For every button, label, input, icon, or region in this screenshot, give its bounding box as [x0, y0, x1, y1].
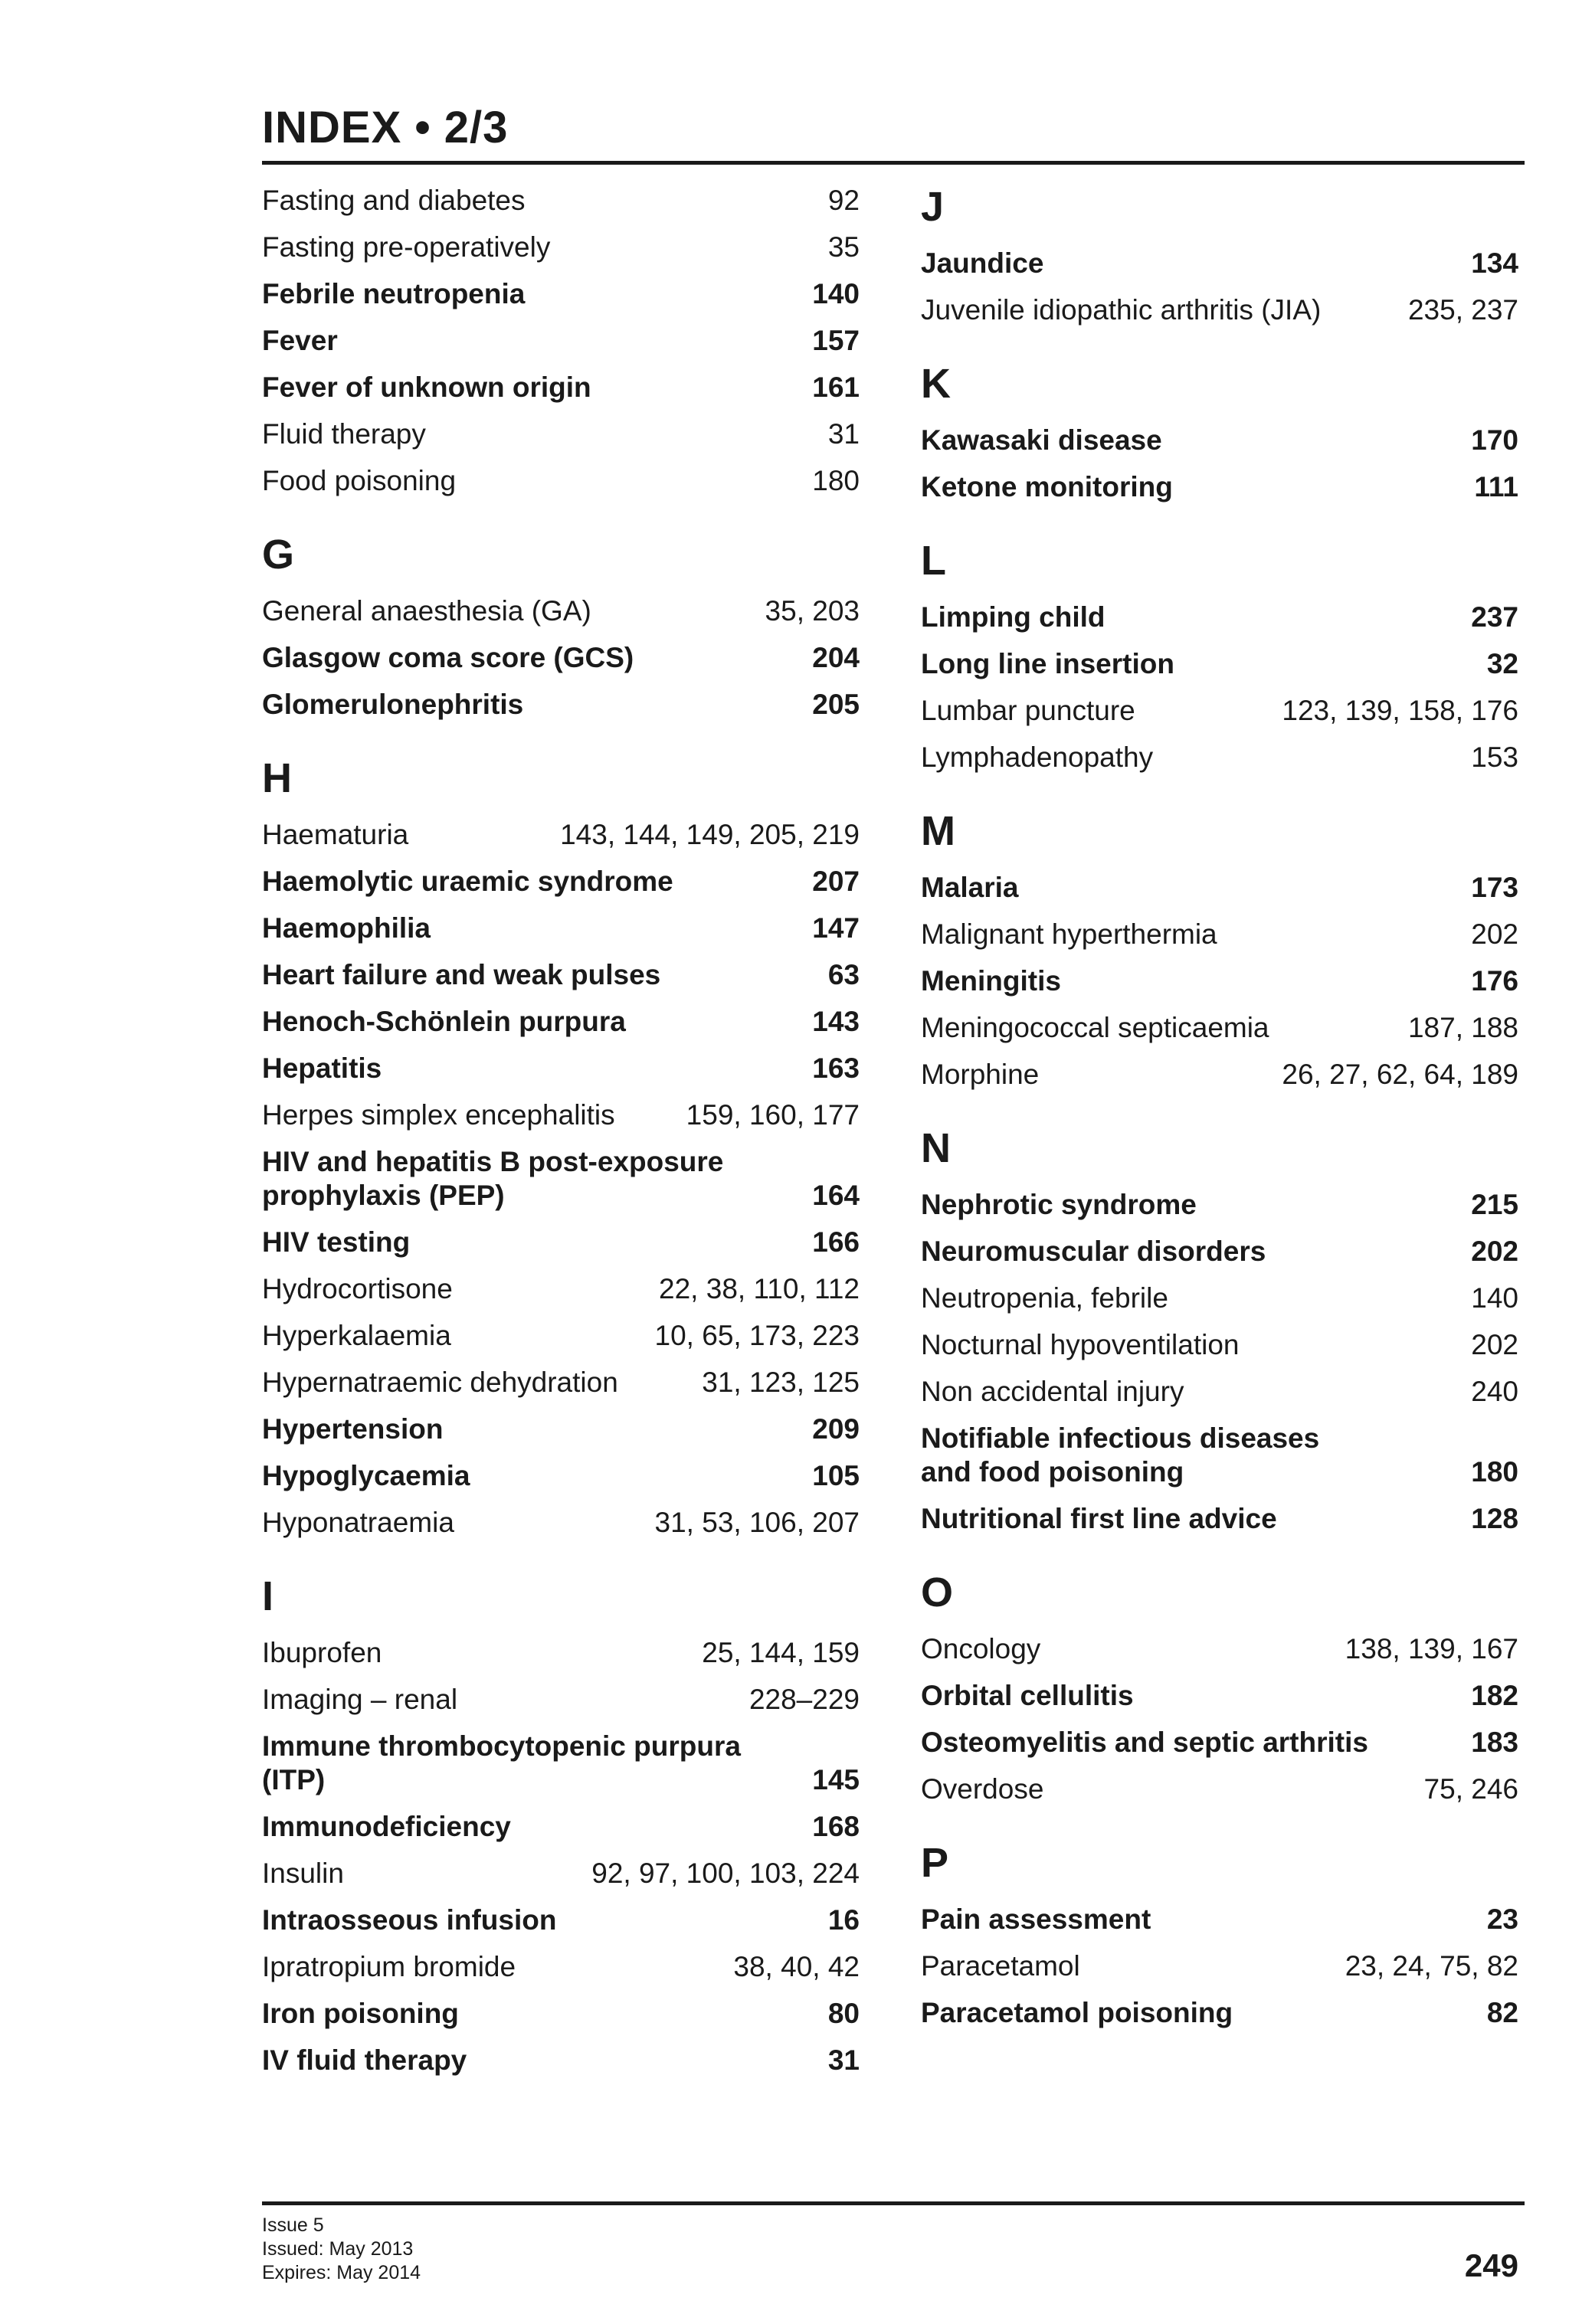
entry-pages: 215 [1471, 1189, 1518, 1220]
entry-pages: 143 [812, 1006, 860, 1037]
entry-pages: 147 [812, 912, 860, 944]
section-letter: L [921, 538, 946, 584]
index-entry [921, 871, 1518, 905]
entry-pages: 204 [812, 642, 860, 673]
entry-term: Ibuprofen [262, 1637, 382, 1668]
entry-term: Hyponatraemia [262, 1507, 454, 1538]
entry-pages: 63 [827, 959, 860, 990]
entry-term: HIV testing [262, 1226, 411, 1258]
index-column-right [921, 184, 1518, 2043]
entry-pages: 168 [812, 1811, 860, 1842]
entry-term: Imaging – renal [262, 1684, 458, 1715]
entry-term: Fasting and diabetes [262, 185, 526, 216]
entry-term: Morphine [921, 1059, 1040, 1090]
entry-pages: 138, 139, 167 [1345, 1633, 1518, 1664]
index-entry [262, 1226, 860, 1259]
index-entry [262, 371, 860, 404]
section-letter: N [921, 1125, 951, 1171]
entry-term: Iron poisoning [262, 1998, 459, 2029]
entry-pages: 31, 123, 125 [702, 1367, 860, 1398]
index-entry [262, 958, 860, 992]
entry-term: Hepatitis [262, 1052, 382, 1084]
entry-pages: 23 [1486, 1903, 1518, 1935]
entry-term: Pain assessment [921, 1903, 1151, 1935]
index-entry [921, 293, 1518, 327]
entry-term: Meningococcal septicaemia [921, 1012, 1269, 1043]
entry-term: Glomerulonephritis [262, 689, 524, 720]
index-entry [262, 1950, 860, 1984]
entry-pages: 140 [812, 278, 860, 309]
entry-term: Heart failure and weak pulses [262, 959, 661, 990]
entry-term: Hypertension [262, 1413, 444, 1445]
index-entry [262, 1052, 860, 1085]
entry-pages: 173 [1471, 872, 1518, 903]
index-entry [921, 1281, 1518, 1315]
entry-pages: 38, 40, 42 [733, 1951, 860, 1982]
index-entry [262, 277, 860, 311]
index-entry [921, 647, 1518, 681]
entry-pages: 176 [1471, 965, 1518, 997]
entry-term: Jaundice [921, 247, 1044, 279]
issued-date: Issued: May 2013 [262, 2238, 414, 2260]
entry-pages: 240 [1471, 1376, 1518, 1407]
index-entry [921, 424, 1518, 457]
entry-pages: 163 [812, 1052, 860, 1084]
entry-pages: 140 [1471, 1282, 1518, 1314]
entry-pages: 10, 65, 173, 223 [654, 1320, 860, 1351]
entry-pages: 31, 53, 106, 207 [654, 1507, 860, 1538]
entry-pages: 111 [1474, 471, 1518, 502]
entry-pages: 25, 144, 159 [702, 1637, 860, 1668]
entry-pages: 22, 38, 110, 112 [659, 1273, 860, 1304]
index-entry [921, 1949, 1518, 1983]
index-entry [262, 1636, 860, 1670]
index-entry [262, 1506, 860, 1540]
entry-pages: 209 [812, 1413, 860, 1445]
entry-pages: 202 [1471, 1236, 1518, 1267]
entry-pages: 157 [812, 325, 860, 356]
entry-term: Paracetamol [921, 1950, 1080, 1982]
entry-pages: 180 [1471, 1456, 1518, 1488]
entry-pages: 105 [812, 1460, 860, 1491]
entry-pages: 182 [1471, 1680, 1518, 1711]
section-letter: M [921, 808, 955, 854]
entry-term: Hyperkalaemia [262, 1320, 451, 1351]
entry-term: Hypoglycaemia [262, 1460, 470, 1491]
entry-term: Osteomyelitis and septic arthritis [921, 1727, 1368, 1758]
index-entry [921, 1058, 1518, 1092]
section-letter: G [262, 532, 295, 578]
entry-pages: 123, 139, 158, 176 [1282, 695, 1518, 726]
entry-term: Hypernatraemic dehydration [262, 1367, 618, 1398]
index-entry [921, 1235, 1518, 1268]
index-entry [921, 1772, 1518, 1806]
entry-pages: 35, 203 [765, 595, 860, 627]
index-entry [262, 417, 860, 451]
index-entry [262, 1005, 860, 1039]
entry-pages: 228–229 [748, 1684, 860, 1715]
index-entry [921, 964, 1518, 998]
index-entry [262, 1810, 860, 1844]
entry-term: Lumbar puncture [921, 695, 1135, 726]
index-entry [262, 1272, 860, 1306]
entry-pages: 166 [812, 1226, 860, 1258]
index-entry [262, 1366, 860, 1399]
index-entry [921, 1422, 1518, 1489]
entry-term: Haematuria [262, 819, 409, 850]
index-entry [262, 1730, 860, 1797]
index-entry [921, 1726, 1518, 1759]
index-entry [262, 2044, 860, 2077]
index-entry [262, 1857, 860, 1890]
page-number: 249 [1464, 2247, 1518, 2283]
entry-pages: 26, 27, 62, 64, 189 [1282, 1059, 1518, 1090]
entry-term: HIV and hepatitis B post-exposure prophylaxis (PEP) [262, 1146, 724, 1211]
entry-pages: 207 [812, 866, 860, 897]
entry-term: Notifiable infectious diseases and food poisoning [921, 1422, 1320, 1488]
entry-term: Non accidental injury [921, 1376, 1184, 1407]
entry-pages: 170 [1471, 424, 1518, 456]
entry-term: Glasgow coma score (GCS) [262, 642, 634, 673]
entry-term: Overdose [921, 1773, 1044, 1805]
entry-term: Fluid therapy [262, 418, 426, 450]
entry-term: Intraosseous infusion [262, 1904, 557, 1936]
entry-term: Immune thrombocytopenic purpura (ITP) [262, 1730, 741, 1795]
index-entry [262, 818, 860, 852]
entry-term: Nutritional first line advice [921, 1503, 1277, 1534]
entry-pages: 159, 160, 177 [686, 1099, 860, 1131]
section-letter: I [262, 1573, 274, 1619]
section-letter: K [921, 361, 951, 407]
index-entry [262, 688, 860, 722]
entry-term: Fever [262, 325, 338, 356]
entry-term: Lymphadenopathy [921, 741, 1154, 773]
index-entry [262, 865, 860, 899]
entry-pages: 205 [812, 689, 860, 720]
page-title: INDEX • 2/3 [262, 103, 509, 152]
entry-pages: 202 [1471, 918, 1518, 950]
entry-pages: 82 [1486, 1997, 1518, 2028]
index-entry [262, 324, 860, 358]
entry-term: Fasting pre-operatively [262, 231, 551, 263]
section-letter: O [921, 1570, 954, 1615]
entry-term: Henoch-Schönlein purpura [262, 1006, 626, 1037]
entry-term: Long line insertion [921, 648, 1174, 679]
entry-pages: 237 [1471, 601, 1518, 633]
index-column-left [262, 184, 860, 2090]
issue-label: Issue 5 [262, 2214, 324, 2236]
entry-term: Oncology [921, 1633, 1041, 1664]
index-entry [262, 1145, 860, 1213]
entry-pages: 16 [827, 1904, 860, 1936]
header-rule [262, 161, 1525, 165]
index-entry [262, 594, 860, 628]
index-entry [921, 1502, 1518, 1536]
index-entry [262, 1459, 860, 1493]
index-entry [262, 1319, 860, 1353]
footer-rule [262, 2201, 1525, 2205]
entry-term: Haemolytic uraemic syndrome [262, 866, 673, 897]
index-entry [262, 912, 860, 945]
entry-pages: 31 [827, 2044, 860, 2076]
index-entry [262, 1683, 860, 1717]
index-entry [921, 1328, 1518, 1362]
index-entry [921, 1375, 1518, 1409]
index-entry [921, 1679, 1518, 1713]
index-entry [921, 1188, 1518, 1222]
index-entry [921, 918, 1518, 951]
entry-pages: 143, 144, 149, 205, 219 [560, 819, 860, 850]
entry-term: Ipratropium bromide [262, 1951, 516, 1982]
entry-term: Paracetamol poisoning [921, 1997, 1233, 2028]
entry-pages: 180 [812, 465, 860, 496]
entry-term: Immunodeficiency [262, 1811, 511, 1842]
entry-term: Febrile neutropenia [262, 278, 526, 309]
index-entry [262, 1997, 860, 2031]
entry-term: Food poisoning [262, 465, 457, 496]
index-entry [262, 1098, 860, 1132]
index-entry [262, 184, 860, 218]
entry-pages: 202 [1471, 1329, 1518, 1360]
entry-pages: 32 [1486, 648, 1518, 679]
index-entry [262, 641, 860, 675]
entry-pages: 187, 188 [1407, 1012, 1518, 1043]
entry-term: Nocturnal hypoventilation [921, 1329, 1240, 1360]
index-entry [921, 601, 1518, 634]
entry-pages: 31 [827, 418, 860, 450]
section-letter: H [262, 755, 292, 801]
section-letter: J [921, 184, 945, 230]
index-entry [921, 1903, 1518, 1936]
entry-term: Orbital cellulitis [921, 1680, 1134, 1711]
entry-term: Meningitis [921, 965, 1061, 997]
index-entry [262, 231, 860, 264]
entry-term: Malignant hyperthermia [921, 918, 1217, 950]
entry-term: Insulin [262, 1858, 344, 1889]
entry-term: IV fluid therapy [262, 2044, 467, 2076]
entry-pages: 23, 24, 75, 82 [1345, 1950, 1518, 1982]
entry-pages: 35 [827, 231, 860, 263]
entry-pages: 134 [1471, 247, 1518, 279]
entry-pages: 164 [812, 1180, 860, 1211]
entry-term: Neuromuscular disorders [921, 1236, 1266, 1267]
entry-term: General anaesthesia (GA) [262, 595, 591, 627]
index-entry [921, 1996, 1518, 2030]
entry-term: Malaria [921, 872, 1019, 903]
index-entry [921, 247, 1518, 280]
index-entry [921, 1632, 1518, 1666]
entry-pages: 75, 246 [1423, 1773, 1518, 1805]
section-letter: P [921, 1840, 949, 1886]
index-entry [262, 1412, 860, 1446]
entry-pages: 183 [1471, 1727, 1518, 1758]
entry-pages: 92 [827, 185, 860, 216]
entry-pages: 80 [827, 1998, 860, 2029]
entry-term: Limping child [921, 601, 1106, 633]
index-entry [921, 741, 1518, 774]
entry-term: Haemophilia [262, 912, 431, 944]
entry-term: Fever of unknown origin [262, 372, 591, 403]
index-entry [921, 694, 1518, 728]
entry-pages: 161 [812, 372, 860, 403]
expires-date: Expires: May 2014 [262, 2262, 421, 2283]
entry-term: Ketone monitoring [921, 471, 1173, 502]
entry-term: Hydrocortisone [262, 1273, 453, 1304]
index-entry [921, 470, 1518, 504]
entry-term: Juvenile idiopathic arthritis (JIA) [921, 294, 1322, 326]
entry-pages: 92, 97, 100, 103, 224 [591, 1858, 860, 1889]
entry-pages: 153 [1471, 741, 1518, 773]
entry-term: Neutropenia, febrile [921, 1282, 1168, 1314]
index-entry [262, 1903, 860, 1937]
index-entry [262, 464, 860, 498]
entry-pages: 128 [1471, 1503, 1518, 1534]
index-entry [921, 1011, 1518, 1045]
entry-term: Kawasaki disease [921, 424, 1162, 456]
entry-pages: 145 [812, 1764, 860, 1795]
entry-pages: 235, 237 [1407, 294, 1518, 326]
entry-term: Herpes simplex encephalitis [262, 1099, 615, 1131]
footer-info [262, 2214, 421, 2285]
entry-term: Nephrotic syndrome [921, 1189, 1197, 1220]
